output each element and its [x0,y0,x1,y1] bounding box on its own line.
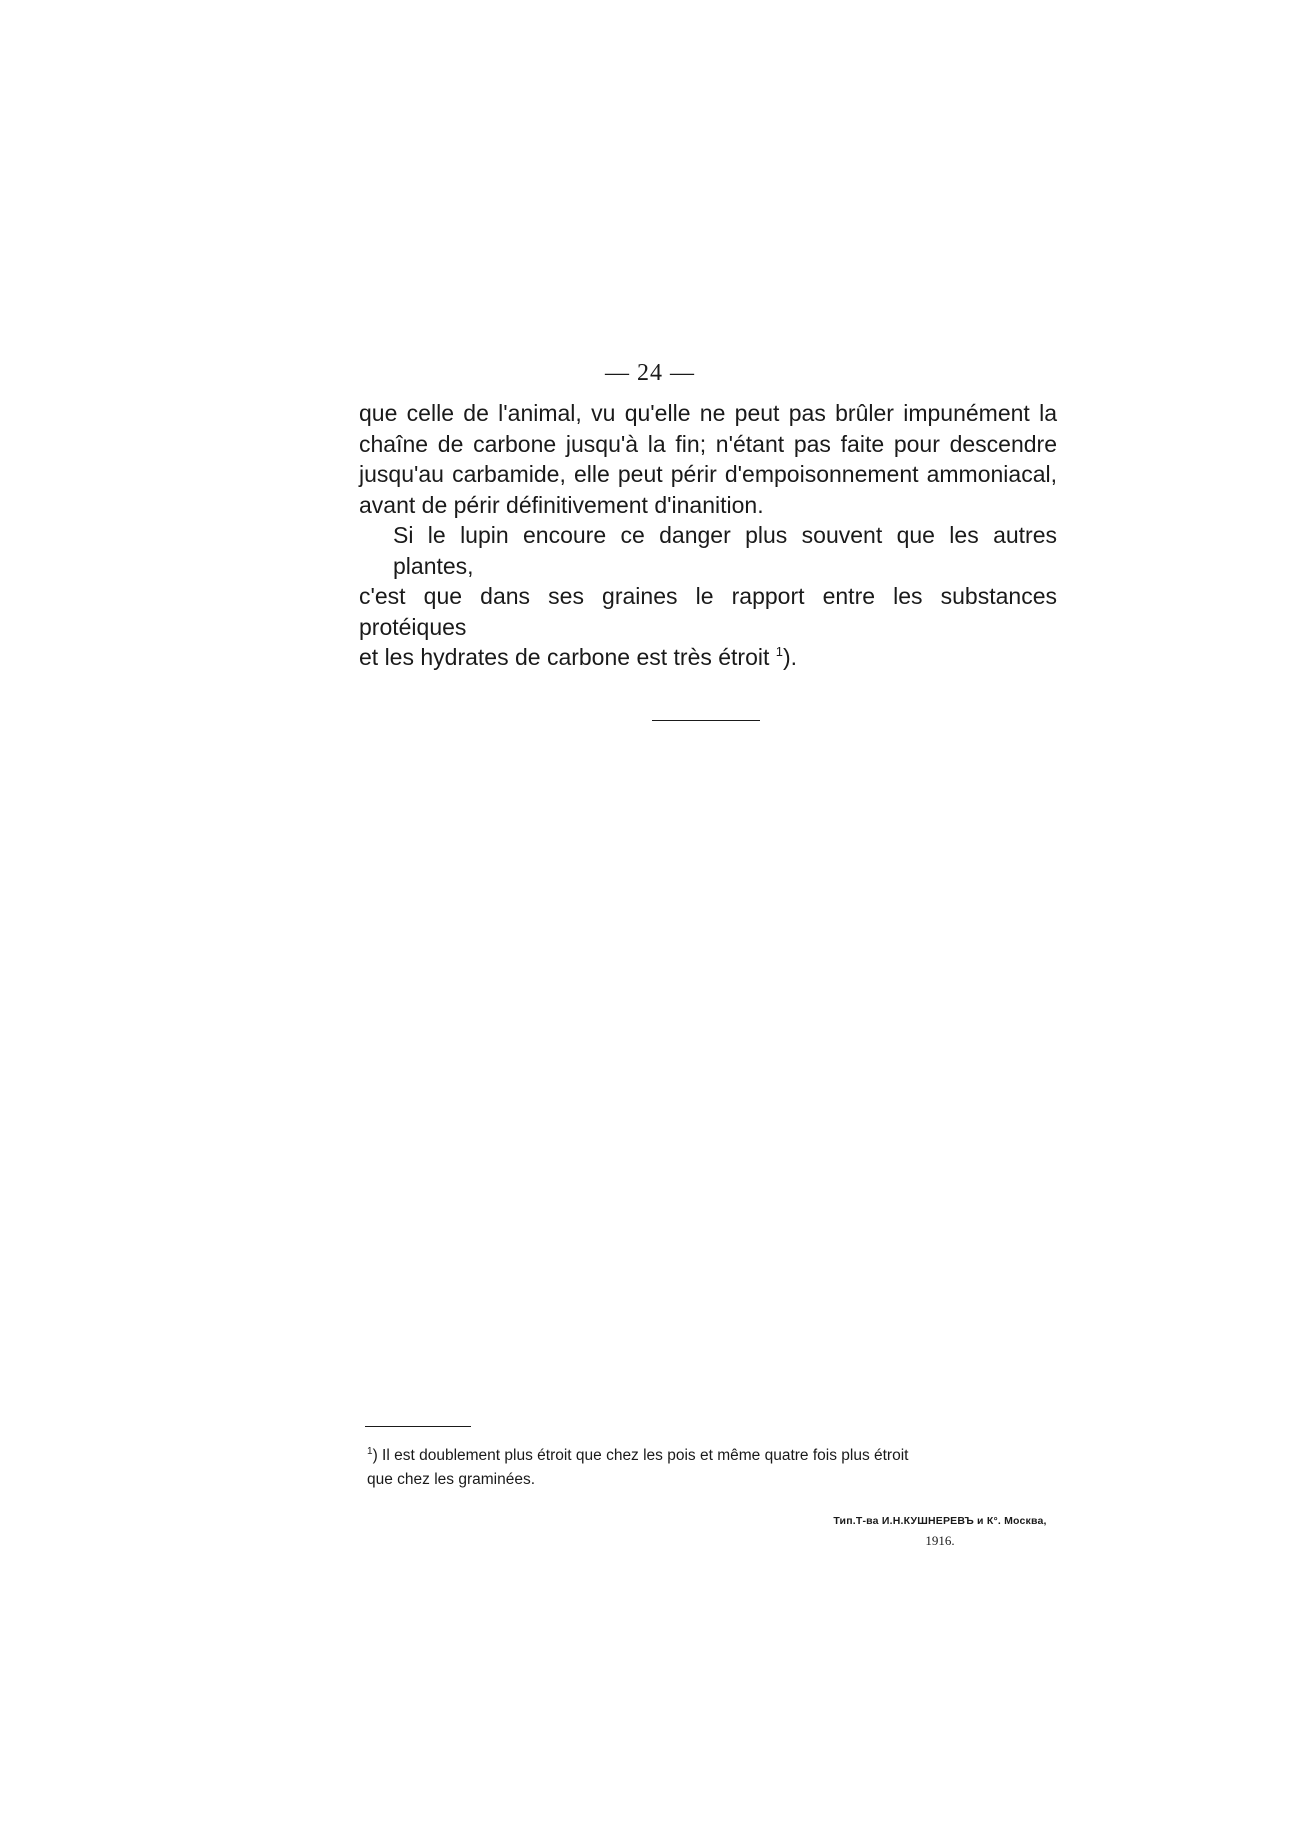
text-line-3: jusqu'au carbamide, elle peut périr d'empoisonnement ammoniacal, [359,461,1057,487]
text-line-7-tail: ). [783,644,798,670]
text-line-7-content: et les hydrates de carbone est très étroit [359,644,770,670]
footnote [367,1444,1057,1492]
footnote-separator [365,1426,471,1427]
footnote-marker: 1 [367,1446,373,1457]
text-line-7 [359,642,1057,673]
footnote-marker-close: ) [372,1447,378,1464]
footnote-reference: 1 [775,644,784,659]
footnote-line-1: Il est doublement plus étroit que chez les pois et même quatre fois plus étroit [382,1447,909,1464]
text-line-4: avant de périr définitivement d'inanition. [359,491,764,518]
printer-name: Тип.Т-ва И.Н.КУШНЕРЕВЪ и К°. Москва, [833,1515,1047,1527]
page-number: — 24 — [605,360,695,386]
body-text [359,398,1057,673]
text-line-6: c'est que dans ses graines le rapport entre les substances protéiques [359,583,1057,640]
printer-imprint [820,1512,1060,1550]
text-line-2: chaîne de carbone jusqu'à la fin; n'étant pas faite pour descendre [359,430,1057,457]
end-of-text-rule [652,720,760,721]
footnote-line-2: que chez les graminées. [367,1471,536,1488]
text-line-5: Si le lupin encoure ce danger plus souvent que les autres plantes, [393,522,1057,579]
text-line-1: que celle de l'animal, vu qu'elle ne peut pas brûler impunément la [359,400,1057,426]
print-year: 1916. [925,1533,955,1548]
